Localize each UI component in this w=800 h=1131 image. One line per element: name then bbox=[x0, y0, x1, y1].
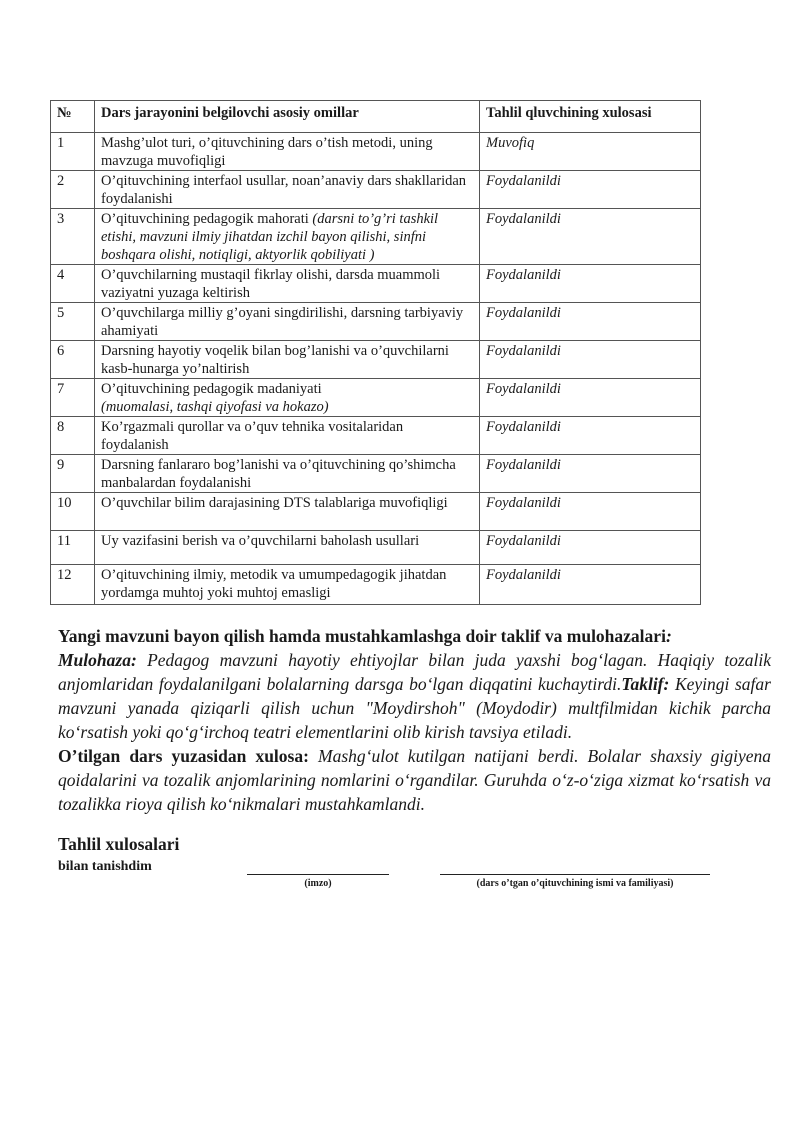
suggestion-label: Taklif: bbox=[621, 674, 670, 694]
row-conclusion: Foydalanildi bbox=[480, 341, 701, 379]
row-number: 2 bbox=[51, 171, 95, 209]
table-row bbox=[51, 531, 701, 565]
row-criteria-text: O’qituvchining pedagogik madaniyati bbox=[101, 381, 322, 397]
notes-heading-text: Yangi mavzuni bayon qilish hamda mustahkamlashga doir taklif va mulohazalari bbox=[58, 626, 666, 646]
row-number: 3 bbox=[51, 209, 95, 265]
row-criteria bbox=[95, 341, 480, 379]
row-conclusion: Foydalanildi bbox=[480, 379, 701, 417]
row-criteria bbox=[95, 171, 480, 209]
row-number: 8 bbox=[51, 417, 95, 455]
row-criteria-text: O’qituvchining pedagogik mahorati bbox=[101, 211, 313, 227]
row-criteria-text: Darsning fanlararo bog’lanishi va o’qituvchining qo’shimcha manbalardan foydalanishi bbox=[101, 457, 456, 491]
row-criteria-text: O’qituvchining ilmiy, metodik va umumpedagogik jihatdan yordamga muhtoj yoki muhtoj emasligi bbox=[101, 567, 447, 601]
signature-title: Tahlil xulosalari bbox=[58, 834, 180, 854]
remark-text: Pedagog mavzuni hayotiy ehtiyojlar bilan juda yaxshi bog‘lagan. Haqiqiy tozalik anjomlaridan foydalanilgani bolalarning darsga bo‘lgan diqqatini kuchaytirdi. bbox=[58, 650, 771, 694]
row-criteria-text: Darsning hayotiy voqelik bilan bog’lanishi va o’quvchilarni kasb-hunarga yo’naltirish bbox=[101, 343, 449, 377]
row-criteria bbox=[95, 133, 480, 171]
table-row bbox=[51, 379, 701, 417]
notes-section bbox=[58, 624, 771, 816]
table-row bbox=[51, 303, 701, 341]
table-header-row bbox=[51, 101, 701, 133]
row-criteria-text: O’quvchilarning mustaqil fikrlay olishi, darsda muammoli vaziyatni yuzaga keltirish bbox=[101, 267, 441, 301]
row-number: 5 bbox=[51, 303, 95, 341]
row-criteria bbox=[95, 493, 480, 531]
table-row bbox=[51, 171, 701, 209]
row-criteria bbox=[95, 455, 480, 493]
suggestion-text: Keyingi safar mavzuni yanada qiziqarli qilish uchun "Moydirshoh" (Moydodir) multfilmidan kichik parcha ko‘rsatish yoki qo‘g‘irchoq teatri elementlarini olib kirish tavsiya etiladi. bbox=[58, 674, 771, 742]
table-row bbox=[51, 455, 701, 493]
table-row bbox=[51, 209, 701, 265]
summary-paragraph bbox=[58, 744, 771, 816]
signature-subtitle: bilan tanishdim bbox=[58, 859, 152, 874]
row-criteria-text: O’quvchilarga milliy g’oyani singdirilishi, darsning tarbiyaviy ahamiyati bbox=[101, 305, 464, 339]
remark-paragraph bbox=[58, 648, 771, 744]
table-row bbox=[51, 133, 701, 171]
row-criteria-text: Ko’rgazmali qurollar va o’quv tehnika vositalaridan foydalanish bbox=[101, 419, 404, 453]
name-caption: (dars o’tgan o’qituvchining ismi va familiyasi) bbox=[476, 878, 674, 889]
row-conclusion: Foydalanildi bbox=[480, 303, 701, 341]
row-criteria-note: (muomalasi, tashqi qiyofasi va hokazo) bbox=[101, 399, 329, 415]
row-criteria bbox=[95, 565, 480, 605]
table-row bbox=[51, 493, 701, 531]
row-conclusion: Foydalanildi bbox=[480, 493, 701, 531]
row-number: 6 bbox=[51, 341, 95, 379]
table-row bbox=[51, 565, 701, 605]
row-criteria-note: (darsni to’g’ri tashkil etishi, mavzuni ilmiy jihatdan izchil bayon qilishi, sinfni boshqara olishi, notiqligi, aktyorlik qobiliyati ) bbox=[101, 211, 439, 263]
summary-label: O’tilgan dars yuzasidan xulosa: bbox=[58, 746, 309, 766]
row-criteria bbox=[95, 379, 480, 417]
row-criteria bbox=[95, 417, 480, 455]
notes-heading bbox=[58, 624, 771, 648]
row-conclusion: Foydalanildi bbox=[480, 565, 701, 605]
row-number: 12 bbox=[51, 565, 95, 605]
header-criteria: Dars jarayonini belgilovchi asosiy omillar bbox=[95, 101, 480, 133]
row-number: 9 bbox=[51, 455, 95, 493]
summary-text: Mashg‘ulot kutilgan natijani berdi. Bolalar shaxsiy gigiyena qoidalarini va tozalik anjomlarining nomlarini o‘rgandilar. Guruhda o‘z-o‘ziga xizmat ko‘rsatish va tozalikka rioya qilish ko‘nikmalari mustahkamlandi. bbox=[58, 746, 771, 814]
table-body bbox=[51, 133, 701, 605]
remark-label: Mulohaza: bbox=[58, 650, 137, 670]
table-row bbox=[51, 417, 701, 455]
row-number: 10 bbox=[51, 493, 95, 531]
row-conclusion: Foydalanildi bbox=[480, 171, 701, 209]
row-criteria-text: Mashg’ulot turi, o’qituvchining dars o’tish metodi, uning mavzuga muvofiqligi bbox=[101, 135, 433, 169]
name-line bbox=[440, 874, 710, 875]
row-number: 4 bbox=[51, 265, 95, 303]
signature-line bbox=[247, 874, 389, 875]
row-criteria bbox=[95, 303, 480, 341]
row-criteria bbox=[95, 209, 480, 265]
row-number: 7 bbox=[51, 379, 95, 417]
row-number: 11 bbox=[51, 531, 95, 565]
table-row bbox=[51, 341, 701, 379]
row-criteria-text: Uy vazifasini berish va o’quvchilarni baholash usullari bbox=[101, 533, 420, 549]
row-conclusion: Foydalanildi bbox=[480, 531, 701, 565]
row-conclusion: Foydalanildi bbox=[480, 455, 701, 493]
header-number: № bbox=[51, 101, 95, 133]
row-conclusion: Foydalanildi bbox=[480, 265, 701, 303]
row-criteria-text: O’qituvchining interfaol usullar, noan’anaviy dars shakllaridan foydalanishi bbox=[101, 173, 467, 207]
row-conclusion: Foydalanildi bbox=[480, 209, 701, 265]
row-conclusion: Foydalanildi bbox=[480, 417, 701, 455]
signature-caption: (imzo) bbox=[304, 878, 332, 889]
notes-heading-colon: : bbox=[665, 626, 672, 646]
header-conclusion: Tahlil qluvchining xulosasi bbox=[480, 101, 701, 133]
row-number: 1 bbox=[51, 133, 95, 171]
row-criteria bbox=[95, 265, 480, 303]
row-criteria bbox=[95, 531, 480, 565]
evaluation-table bbox=[50, 100, 701, 605]
row-criteria-text: O’quvchilar bilim darajasining DTS talablariga muvofiqligi bbox=[101, 495, 448, 511]
row-conclusion: Muvofiq bbox=[480, 133, 701, 171]
table-row bbox=[51, 265, 701, 303]
